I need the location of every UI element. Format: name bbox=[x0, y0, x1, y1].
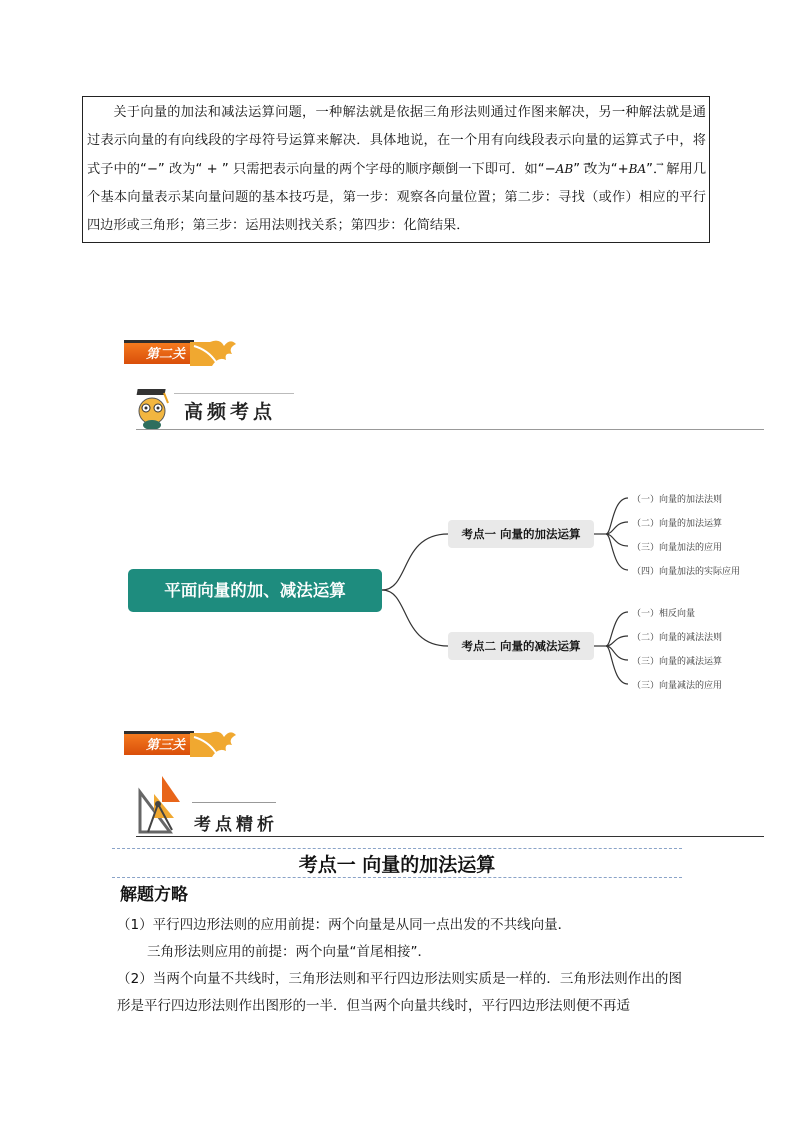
intro-box bbox=[82, 96, 710, 243]
vector-ab: → AB bbox=[556, 162, 573, 176]
mindmap-leaf: （一）向量的加法法则 bbox=[632, 495, 723, 505]
article-paragraph: 三角形法则应用的前提：两个向量“首尾相接”． bbox=[147, 944, 431, 960]
dash-line-bottom bbox=[112, 877, 682, 878]
section-divider bbox=[136, 836, 764, 837]
article-title: 考点一 向量的加法运算 bbox=[298, 854, 496, 876]
article-body bbox=[117, 912, 682, 1020]
mindmap-leaf: （三）向量加法的应用 bbox=[632, 543, 723, 553]
mindmap-root: 平面向量的加、减法运算 bbox=[128, 569, 382, 612]
mindmap-leaf: （一）相反向量 bbox=[632, 609, 696, 619]
section2-header bbox=[132, 385, 764, 435]
ribbon-label: 第二关 bbox=[124, 340, 194, 364]
article-subheading: 解题方略 bbox=[120, 885, 188, 905]
mindmap-leaf: （四）向量加法的实际应用 bbox=[632, 567, 741, 577]
mindmap-leaf: （三）向量减法的应用 bbox=[632, 681, 723, 691]
ruler-compass-icon bbox=[132, 774, 188, 836]
section2-ribbon bbox=[124, 336, 240, 370]
mindmap-leaf: （二）向量的加法运算 bbox=[632, 519, 723, 529]
vector-ba: → BA bbox=[629, 162, 646, 176]
intro-text: 关于向量的加法和减法运算问题，一种解法就是依据三角形法则通过作图来解决，另一种解法就是通过表示向量的有向线段的字母符号运算来解决．具体地说，在一个用有向线段表示向量的运算式子中，将式子中的“−” 改为“ + ” 只需把表示向量的两个字母的顺序颠倒一下即可．如“− bbox=[87, 105, 706, 177]
title-line-top bbox=[192, 802, 276, 803]
mindmap-leaf: （三）向量的减法运算 bbox=[632, 657, 723, 667]
title-line-top bbox=[174, 393, 294, 394]
mindmap bbox=[0, 470, 794, 700]
section2-title: 高频考点 bbox=[184, 401, 277, 423]
section-divider bbox=[136, 429, 764, 430]
mindmap-branch-subtraction: 考点二 向量的减法运算 bbox=[448, 632, 594, 660]
article-paragraph: （1）平行四边形法则的应用前提：两个向量是从同一点出发的不共线向量． bbox=[117, 917, 572, 933]
owl-graduate-icon bbox=[132, 387, 172, 431]
flame-icon bbox=[190, 727, 240, 761]
section3-header bbox=[132, 774, 764, 838]
dash-line-top bbox=[112, 848, 682, 849]
ribbon-label: 第三关 bbox=[124, 731, 194, 755]
article-paragraph: （2）当两个向量不共线时，三角形法则和平行四边形法则实质是一样的．三角形法则作出的图形是平行四边形法则作出图形的一半．但当两个向量共线时，平行四边形法则便不再适 bbox=[117, 971, 682, 1014]
section3-title: 考点精析 bbox=[194, 815, 278, 835]
intro-text-mid: ” 改为“+ bbox=[573, 162, 629, 177]
flame-icon bbox=[190, 336, 240, 370]
section3-ribbon bbox=[124, 727, 240, 761]
mindmap-branch-addition: 考点一 向量的加法运算 bbox=[448, 520, 594, 548]
mindmap-leaf: （二）向量的减法法则 bbox=[632, 633, 723, 643]
intro-paragraph bbox=[87, 99, 706, 240]
intro-text-rest: ”．解用几个基本向量表示某向量问题的基本技巧是，第一步：观察各向量位置；第二步：寻找（或作）相应的平行四边形或三角形；第三步：运用法则找关系；第四步：化简结果． bbox=[87, 162, 707, 233]
